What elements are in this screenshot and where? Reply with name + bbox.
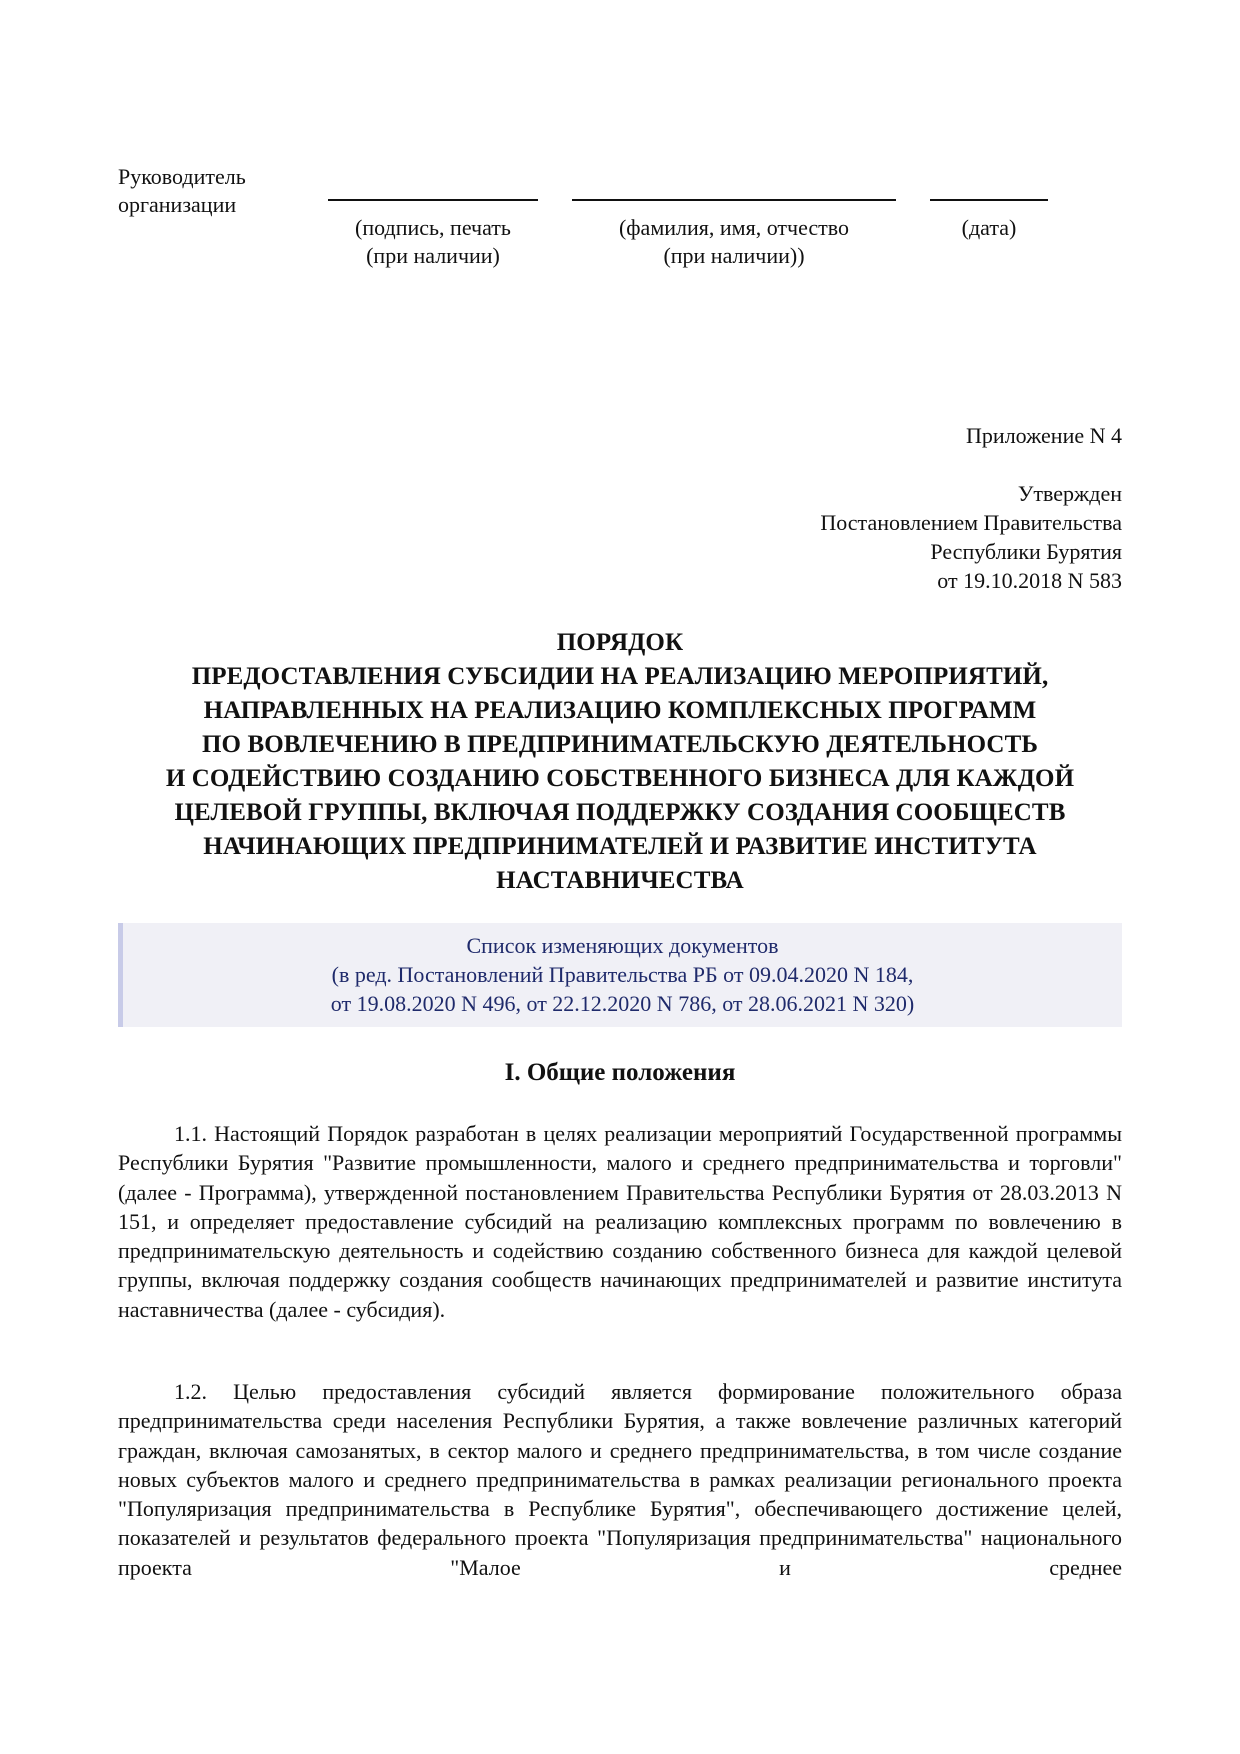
revision-list-box (118, 923, 1122, 1027)
title-line: ПО ВОВЛЕЧЕНИЮ В ПРЕДПРИНИМАТЕЛЬСКУЮ ДЕЯТЕЛЬНОСТЬ (202, 731, 1038, 758)
approval-line: от 19.10.2018 N 583 (937, 568, 1122, 593)
appendix-label: Приложение N 4 (966, 423, 1122, 448)
approval-line: Постановлением Правительства (820, 510, 1122, 535)
date-line (930, 199, 1048, 201)
paragraph-1-2 (118, 1377, 1122, 1582)
title-line: ПОРЯДОК (556, 629, 684, 656)
full-name-line (572, 199, 896, 201)
paragraph-text: 1.1. Настоящий Порядок разработан в целях реализации мероприятий Государственной программы Республики Бурятия "Развитие промышленности, малого и среднего предпринимательства и торговли" (далее - Программа), утвержденной постановлением Правительства Республики Бурятия от 28.03.2013 N 151, и определяет предоставление субсидий на реализацию комплексных программ по вовлечению в предпринимательскую деятельность и содействию созданию собственного бизнеса для каждой целевой группы, включая поддержку создания сообществ начинающих предпринимателей и развитие института наставничества (далее - субсидия). (118, 1121, 1122, 1322)
signature-line (328, 199, 538, 201)
caption-line: (фамилия, имя, отчество (618, 215, 850, 240)
title-line: ЦЕЛЕВОЙ ГРУППЫ, ВКЛЮЧАЯ ПОДДЕРЖКУ СОЗДАНИЯ СООБЩЕСТВ (174, 799, 1066, 826)
signature-label-line: организации (118, 192, 237, 217)
revision-line: от 19.08.2020 N 496, от 22.12.2020 N 786, от 28.06.2021 N 320) (330, 991, 915, 1016)
title-line: НАЧИНАЮЩИХ ПРЕДПРИНИМАТЕЛЕЙ И РАЗВИТИЕ ИНСТИТУТА (203, 833, 1037, 860)
paragraph-1-1 (118, 1119, 1122, 1324)
signature-caption (318, 214, 548, 270)
title-line: НАПРАВЛЕННЫХ НА РЕАЛИЗАЦИЮ КОМПЛЕКСНЫХ ПРОГРАММ (203, 697, 1037, 724)
date-caption (930, 214, 1048, 242)
approval-line: Утвержден (1017, 481, 1122, 506)
full-name-caption (572, 214, 896, 270)
caption-line: (при наличии) (366, 243, 500, 268)
title-line: НАСТАВНИЧЕСТВА (496, 867, 744, 894)
caption-line: (при наличии)) (663, 243, 805, 268)
document-title (118, 626, 1122, 898)
section-heading: I. Общие положения (504, 1059, 736, 1086)
paragraph-text: 1.2. Целью предоставления субсидий является формирование положительного образа предпринимательства среди населения Республики Бурятия, а также вовлечение различных категорий граждан, включая самозанятых, в сектор малого и среднего предпринимательства, в том числе создание новых субъектов малого и среднего предпринимательства в рамках реализации регионального проекта "Популяризация предпринимательства в Республике Бурятия", обеспечивающего достижение целей, показателей и результатов федерального проекта "Популяризация предпринимательства" национального проекта "Малое и среднее (118, 1379, 1122, 1580)
approval-block (820, 479, 1122, 595)
revision-heading: Список изменяющих документов (466, 933, 779, 958)
approval-line: Республики Бурятия (930, 539, 1122, 564)
caption-line: (дата) (961, 215, 1017, 240)
title-line: И СОДЕЙСТВИЮ СОЗДАНИЮ СОБСТВЕННОГО БИЗНЕСА ДЛЯ КАЖДОЙ (165, 765, 1075, 792)
signature-label (118, 163, 246, 219)
signature-label-line: Руководитель (118, 164, 246, 189)
revision-line: (в ред. Постановлений Правительства РБ от 09.04.2020 N 184, (331, 962, 914, 987)
title-line: ПРЕДОСТАВЛЕНИЯ СУБСИДИИ НА РЕАЛИЗАЦИЮ МЕРОПРИЯТИЙ, (191, 663, 1049, 690)
caption-line: (подпись, печать (355, 215, 511, 240)
